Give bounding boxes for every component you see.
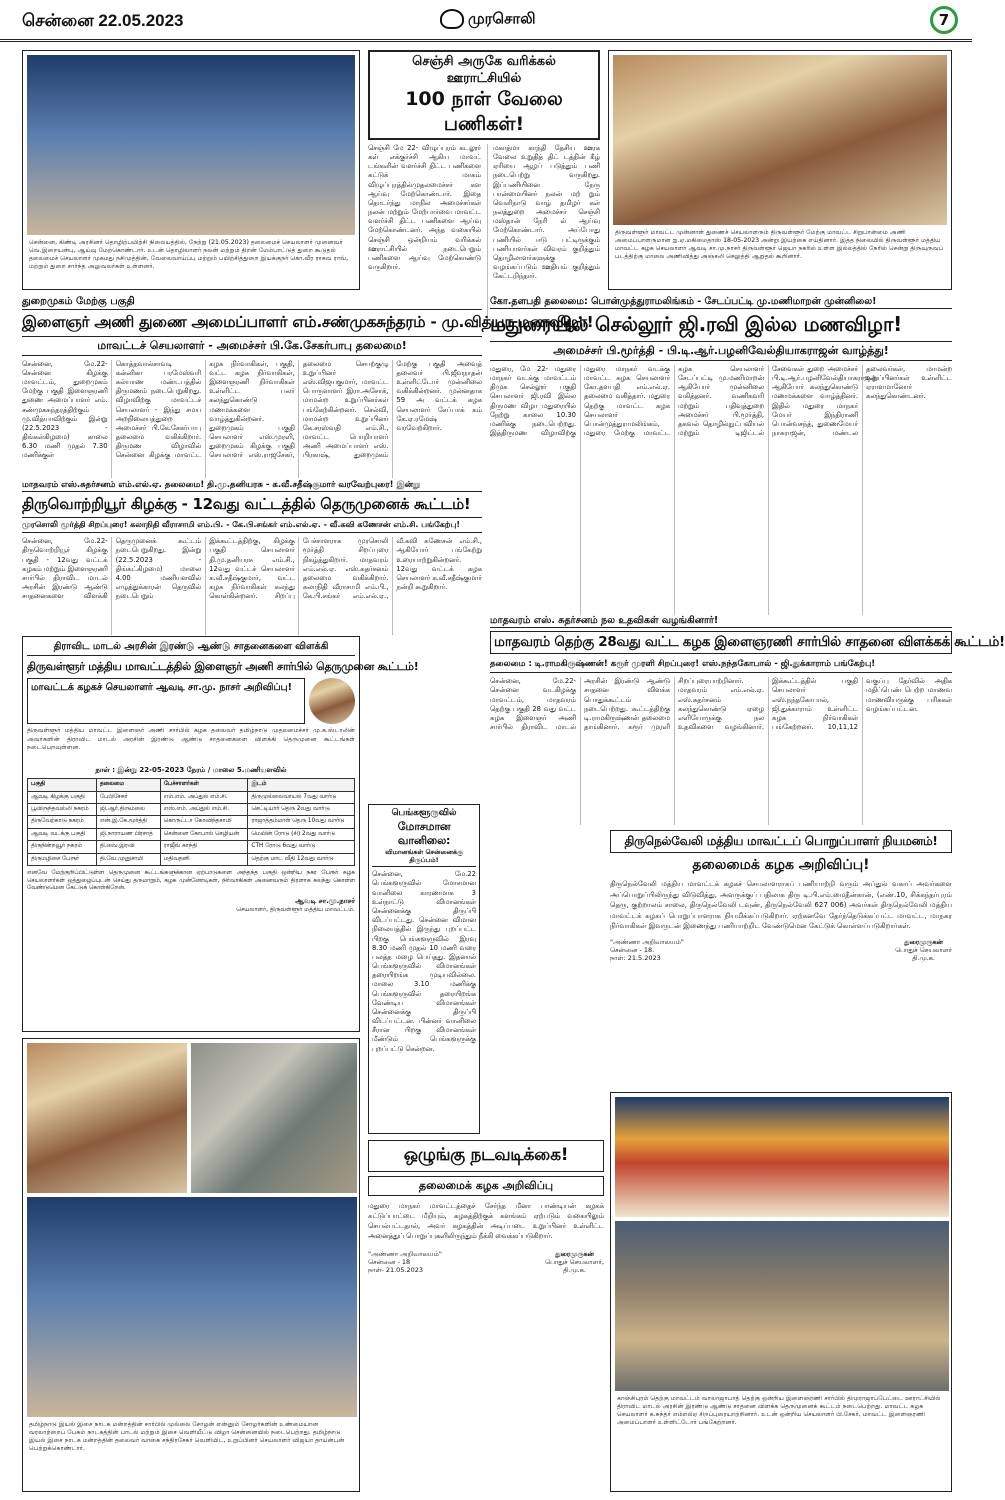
schedule-cell: ராஜாத்தம்மாள் தெரு 10வது வார்டு xyxy=(248,816,355,828)
schedule-cell: தெற்கு மாட வீதி 12வது வார்டு xyxy=(248,853,355,865)
bottom-left-photo-box xyxy=(22,1038,360,1492)
tiruvallur-body: திருவள்ளூர் மத்திய மாவட்ட இளைஞர் அணி சார்பில் கழக தலைவர் தமிழ்நாடு முதலமைச்சர் மு.க.ஸ்டாலின் அவர்களின் திராவிட மாடல் அரசின் இரண்டு ஆண்டு சாதனைகளை விளக்கி தெருமுனை கூட்டங்கள் நடைபெறவுள்ளன. xyxy=(27,727,355,751)
tirunelveli-sign-right-3: தி.மு.க. xyxy=(912,954,935,963)
tiruvallur-sub-row xyxy=(27,678,355,724)
tiruvallur-signature-role: செயலாளர், திருவள்ளூர் மத்திய மாவட்டம். xyxy=(236,905,355,913)
senji-col-2: மகாத்மா காந்தி தேசிய ஊரக வேலை உறுதித் திட் டத்தின் கீழ் ஏரியை ஆழப் படுத்தும் பணி நடைபெற்று வருகிறது. இப்பணியினை நேரு பான்மையினர் நலன் மற் றும் வெளிநாடு வாழ் தமிழர் கள் நலத்துறை அமைச்சர் செஞ்சி மஸ்தான் நேரி ல் ஆய்வு மேற்கொண்டார். அப்போது பணியில் ஈடு பட்டிருக்கும் பணியாளர்கள் விவரம் குறித்தும் தொழிலாளர்களுக்கு வழங்கப்படும் ஊதியம் குறித்தும் கேட்டறிந்தார். xyxy=(487,144,600,319)
schedule-cell: எஸ்.எம். அப்துல் எம்.சி. xyxy=(160,804,248,816)
tirunelveli-story xyxy=(610,830,952,1088)
page-number: 7 xyxy=(930,6,958,34)
schedule-row xyxy=(28,828,355,840)
tiruvallur-footer-note: எனவே மேற்குறிப்பிட்டுள்ள தெருமுனை கூட்டங்களுக்கான ஏற்பாடுகளை அந்தந்த பகுதி ஒன்றிய நகர பேரூர் கழக செயலாளர்கள் ஒத்துழைப்புடன் செய்து தருமாறும், கழக முன்னோடிகள், நிர்வாகிகள் அனைவரும் திரளாக கலந்து கொள்ள வேண்டுமென கேட்டுக் கொள்கிறேன். xyxy=(27,870,355,892)
tiruvottiyur-story xyxy=(22,480,482,630)
tirunelveli-body: திருநெல்வேலி மத்திய மாவட்டக் கழகச் செயலாளராகப் பணியாற்றி வரும் அப்துல் வகாப் அவர்களை அப்பொறுப்பிலிருந்து விடுவித்து, அவருக்குப் பதிலாக திரு டி.பி.எம்.மைதீன்கான், (எண்.10, சிக்கந்தர்புரம் தெரு, குற்றாலம் சாலை, திருநெல்வேலி டவுண், திருநெல்வேலி 627 006) அவர்கள் திருநெல்வேலி மத்திய மாவட்டக் கழகப் பொறுப்பாளராக நியமிக்கப்படுகிறார். ஏற்கனவே தேர்ந்தெடுக்கப்பட்ட மாவட்ட, மாநகர நிர்வாகிகள் இவருடன் இணைந்து பணியாற்றிட வேண்டுமென கேட்டுக் கொள்ளப்படுகிறார்கள். xyxy=(610,880,952,931)
schedule-cell: ஆவடி வடக்கு பகுதி xyxy=(28,828,97,840)
tirunelveli-sign-left-3: நாள்: 21.5.2023 xyxy=(610,954,661,963)
schedule-row xyxy=(28,841,355,853)
release-photo xyxy=(27,1197,357,1417)
schedule-cell: CTH ரோடு 6வது வார்டு xyxy=(248,841,355,853)
event-photo-2 xyxy=(191,1043,357,1193)
schedule-header-cell: பேச்சாளர்கள் xyxy=(160,779,248,791)
discipline-body: மதுரை மாநகர் மாவட்டத்தைச் சேர்ந்த மீனா பாண்டியன் கழகக் கட்டுப்பாட்டை மீறியும், கழகத்திற்குக் களங்கம் ஏற்படும் வகையிலும் செயல்பட்டதால், அவர் கழகத்தின் அடிப்படை உறுப்பினர் உள்ளிட்ட அனைத்துப் பொறுப்புகளிலிருந்தும் நீக்கி வைக்கப்படுகிறார். xyxy=(368,1201,604,1241)
bengaluru-body: சென்னை, மே.22 பெங்களூருவில் மோசமான வானிலை காரணமாக 3 உள்நாட்டு விமானங்கள் சென்னைக்கு திருப்பி விடப்பட்டது. சென்னை விமான நிலையத்தில் இருந்து புறப்பட்ட பிறகு பெங்களூருவில் இரவு 8.30 மணி முதல் 10 மணி வரை பலத்த மழை பெய்தது. இதனால் பெங்களூருவில் விமானங்கள் தரையிறங்க முடியவில்லை. மாலை 3.10 மணிக்கு பெங்களூருவில் தரையிறங்க வேண்டிய விமானங்கள் சென்னைக்கு திருப்பி விடப்பட்டன. பின்னர் வானிலை சீரான பிறகு விமானங்கள் மீண்டும் பெங்களூருக்கு புறப்பட்டு சென்றன. xyxy=(372,870,476,1053)
senji-columns xyxy=(368,144,600,319)
harbour-headline: இளைஞர் அணி துணை அமைப்பாளர் எம்.சண்முகசுந்தரம் - மு.வித்யா மணவிழா! xyxy=(22,312,594,331)
discipline-sign-left-1: "அண்ணா அறிவாலயம்" xyxy=(368,1249,442,1258)
schedule-header-cell: இடம் xyxy=(248,779,355,791)
tiruvallur-signature-block xyxy=(27,897,355,914)
tirunelveli-subhead: தலைமைக் கழக அறிவிப்பு! xyxy=(692,857,870,874)
schedule-cell: மெயின் ரோடு (சி) 2வது வார்டு xyxy=(248,828,355,840)
madurai-headline: மதுரையில் செல்லூர் ஜி.ரவி இல்ல மணவிழா! xyxy=(490,312,902,337)
discipline-sign-right-2: பொதுச் செயலாளர், xyxy=(545,1257,604,1266)
schedule-cell: திருவேற்காடு நகரம் xyxy=(28,816,97,828)
crowd-photo xyxy=(615,1221,949,1391)
event-photo-1 xyxy=(27,1043,187,1193)
workshop-photo xyxy=(27,55,355,235)
tirunelveli-sign-left-2: சென்னை - 18. xyxy=(610,946,655,955)
tiruvallur-signature: ஆவடி சா.மு.நாசர் xyxy=(295,896,355,905)
schedule-row xyxy=(28,804,355,816)
bengaluru-headline: மோசமான வானிலை: xyxy=(397,819,451,847)
tirunelveli-headline: திருநெல்வேலி மத்திய மாவட்டப் பொறுப்பாளர் நியமனம்! xyxy=(610,830,952,853)
senji-headline-1: செஞ்சி அருகே வரிக்கல் ஊராட்சியில் xyxy=(412,54,556,86)
discipline-sign-left xyxy=(368,1250,442,1275)
top-left-photo-box xyxy=(22,50,360,290)
schedule-cell: மதிவதனி xyxy=(160,853,248,865)
senji-headline-2: 100 நாள் வேலை பணிகள்! xyxy=(405,88,563,135)
discipline-sign-left-2: சென்னை - 18 xyxy=(368,1257,411,1266)
schedule-cell: தி.வை.இரவி xyxy=(96,841,160,853)
harbour-wedding-story xyxy=(22,296,594,476)
paper-name: முரசொலி xyxy=(468,9,536,28)
harbour-kicker: துறைமுகம் மேற்கு பகுதி xyxy=(22,296,482,310)
masthead xyxy=(0,0,972,42)
madhavaram-body: சென்னை, மே.22- சென்னை வடகிழக்கு மாவட்டம், மாதவரம் தெற்கு பகுதி 28 வது வட்ட கழக இளைஞர் அணி சார்பில் திராவிட மாடல் அரசின் இரண்டு ஆண்டு சாதனை விளக்க பொதுக்கூட்டம் நடைபெற்றது. கூட்டத்திற்கு டி.ராமகிருஷ்ணன் தலைமை தாங்கினார். கரூர் முரளி சிறப்புரையாற்றினார். மாதவரம் எம்.எல்.ஏ. எஸ்.சுதர்சனம் கலந்துகொண்டு ஏழை எளியோருக்கு நல உதவிகளை வழங்கினார். இக்கூட்டத்தில் பகுதி செயலாளர் எஸ்.நந்தகோபால், ஜி.துக்காராம் உள்ளிட்ட கழக நிர்வாகிகள் பங்கேற்றனர். 10,11,12 வகுப்பு தேர்வில் அதிக மதிப்பெண் பெற்ற மாணவ மாணவியருக்கு பரிசுகள் வழங்கப்பட்டன. xyxy=(490,677,952,732)
tirunelveli-signatures xyxy=(610,938,952,963)
schedule-row xyxy=(28,853,355,865)
top-right-photo-box xyxy=(608,50,952,290)
bottom-right-caption: காஞ்சிபுரம் தெற்கு மாவட்டம் வாலாஜாபாத் தெற்கு ஒன்றிய இளைஞரணி சார்பில் திமுராஜாப்பேட்டை ஊராட்சியில் திராவிட மாடல் அரசின் இரண்டு ஆண்டு சாதனை விளக்க தெருமுனைக் கூட்டம் நடைபெற்றது. மாவட்ட கழக செயலாளர் க.சுந்தர் எம்எல்ஏ சிறப்புரையாற்றினார். உடன் ஒன்றிய செயலாளர் பி.சேகர், மாவட்ட இளைஞரணி அமைப்பாளர் உள்ளிட்டோர் பங்கேற்றனர். xyxy=(617,1395,941,1427)
schedule-cell: கொருட்டா கோவிந்தசாமி xyxy=(160,816,248,828)
madhavaram-subhead: தலைமை : டி.ராமகிருஷ்ணன்! கரூர் முரளி சிறப்புரை! எஸ்.நந்தகோபால் - ஜி.துக்காராம் பங்கேற்பு! xyxy=(490,657,952,673)
discipline-sign-right-3: தி.மு.க. xyxy=(563,1266,586,1275)
edition-date: சென்னை 22.05.2023 xyxy=(22,11,184,30)
schedule-header-cell: தலைமை xyxy=(96,779,160,791)
tirunelveli-sign-right-2: பொதுச் செயலாளர் xyxy=(895,946,952,955)
madhavaram-headline: மாதவரம் தெற்கு 28வது வட்ட கழக இளைஞரணி சார்பில் சாதனை விளக்கக் கூட்டம்! xyxy=(490,631,952,654)
top-right-caption: திருவள்ளூர் மாவட்ட முன்னாள் துணைச் செயலாளரும் திருவள்ளூர் மேற்கு மாவட்ட சிறுபான்மை அணி அமைப்பாளருமான ஐ.ஏ.மகிமைதாஸ் 18-05-2023 அன்று இயற்கை எய்தினார். இத்த நிலையில் திருவள்ளூர் மத்திய மாவட்ட கழக செயலாளர் ஆவடி சா.மு.நாசர் திருவள்ளூர் ஜெயா நகரில் உள்ள இல்லத்தில் நேரில் சென்று திருவுருவப் படத்திற்கு மாலை அணிவித்து அஞ்சலி செலுத்தி ஆறுதல் கூறினார். xyxy=(615,229,944,261)
tiruvallur-date-line: நாள் : இன்று 22-05-2023 நேரம் / மாலை 5.மணியளவில் xyxy=(95,766,287,775)
tiruvottiyur-headline: திருவொற்றியூர் கிழக்கு - 12வது வட்டத்தில் தெருமுனைக் கூட்டம்! xyxy=(22,494,471,513)
bottom-left-caption: தமிழ்நாடு இயல் இசை நாடக மன்றத்தின் சார்பில் முல்லை சோழன் என்னும் சோழர்களின் உண்மையான வரலாற்றைப் பேசும் நாடகத்தின் பாடல் மற்றும் இசை வெளியீட்டு விழா சென்னையில் நடைபெற்றது. தமிழ்நாடு இயல் இசை நாடக மன்றத்தின் தலைவர் வாகை சந்திரசேகர் வெளியிட, உறுப்பினர் செயலாளர் விஜயா தாயன்பன் பெற்றுக்கொண்டார். xyxy=(29,1421,345,1453)
tirunelveli-sign-left-1: "அண்ணா அறிவாலயம்" xyxy=(610,937,684,946)
bengaluru-story xyxy=(368,804,480,1134)
tirunelveli-sign-right xyxy=(895,938,952,963)
schedule-cell: பூவிருந்தவல்லி நகரம் xyxy=(28,804,97,816)
madurai-kicker: கோ.தளபதி தலைமை: பொன்முத்துராமலிங்கம் - சேடப்பட்டி மு.மணிமாறன் முன்னிலை! xyxy=(490,296,952,309)
schedule-header-row xyxy=(28,779,355,791)
schedule-cell: செட்டியார் தெரு 2வது வார்டு xyxy=(248,804,355,816)
schedule-cell: திருமுல்லைவாயல் 7வது வார்டு xyxy=(248,791,355,803)
senji-story xyxy=(368,50,600,290)
schedule-cell: தி.வே.முனுசாமி xyxy=(96,853,160,865)
tiruvottiyur-body: சென்னை, மே.22- திருவொற்றியூர் கிழக்கு பகுதி - 12வது வட்டக் கழகம் மற்றும் இளைஞரணி சார்பில் திராவிட மாடல் அரசின் இரண்டு ஆண்டு சாதனைகளை விளக்கி தெருமுனைக் கூட்டம் நடைபெறுகிறது. இன்று (22.5.2023 - திங்கட்கிழமை) மாலை 4.00 மணியளவில் எழுத்துக்காரன் தெருவில் நடைபெறும் இக்கூட்டத்திற்கு, கிழக்கு பகுதி செயலாளர் தி.மு.தனியரசு எம்.சி., 12வது வட்டச் செயலாளர் க.வீ.சதீஷ்குமார், வட்ட கழக நிர்வாகிகள் கலந்து கொள்கின்றனர். சிறப்பு பேச்சாளராக முரசொலி மூர்த்தி சிறப்புரை நிகழ்த்துகிறார். மாதவரம் எம்.எல்.ஏ. எஸ்.சுதர்சனம் தலைமை வகிக்கிறார். கலாநிதி வீராசாமி எம்.பி., கே.பி.சங்கர் எம்.எல்.ஏ., வீ.கவி கணேசன் எம்.சி., ஆகியோர் பங்கேற்று உரையாற்றுகின்றனர். 12வது வட்டக் கழக செயலாளர் க.வீ.சதீஷ்குமார் நன்றி கூறுகிறார். xyxy=(22,537,482,601)
tiruvallur-headline: திருவள்ளூர் மத்திய மாவட்டத்தில் இளைஞர் அணி சார்பில் தெருமுனை கூட்டம்! xyxy=(27,660,419,674)
schedule-cell: எம்.எம். அப்துல் எம்.சி. xyxy=(160,791,248,803)
emblem-icon xyxy=(440,9,464,29)
madhavaram-story xyxy=(490,615,1005,825)
tiruvottiyur-subhead: முரசொலி மூர்த்தி சிறப்புரை! கலாநிதி வீராசாமி எம்.பி. - கே.பி.சங்கர் எம்.எல்.ஏ. - வீ.கவி கணேசன் எம்.சி. பங்கேற்பு! xyxy=(22,517,482,533)
schedule-cell: பேபிசேகர் xyxy=(96,791,160,803)
senji-col-1: செஞ்சி மே 22- விழுப்புரம் கடலூர் கள் எக்குர்ச்சி ஆகிய மாவட் டங்களின் வளர்ச்சி திட்ட பணிகளை கட்டுக் மாகம் விழுப்புரத்தில்முதலமைச்சர் கள ஆய்வு மேற்கொண்டார். இதை தொடர்ந்து மாநில அமைச்சர்கள் நலன் மற்றும் மேற்பார்வை மாவட்ட வளர்ச்சி திட்ட பணிகளை ஆய்வு மேற்கொண்டனர். அந்த வகையில் செஞ்சி ஒன்றியம் வரிக்கல் ஊராட்சியில் நடைபெறும் பணிகளை ஆய்வு மேற்கொண்டு வருகிறார். xyxy=(368,143,481,272)
tiruvallur-kicker: திராவிட மாடல் அரசின் இரண்டு ஆண்டு சாதனைகளை விளக்கி xyxy=(27,641,355,656)
schedule-cell: ஜி.ஆர்.திருமலை xyxy=(96,804,160,816)
senji-headline-box xyxy=(368,50,600,140)
schedule-cell: ராஜீவ் காந்தி xyxy=(160,841,248,853)
discipline-sign-left-3: நாள்- 21.05.2023 xyxy=(368,1266,424,1275)
schedule-cell: திருமழிசை பேரூர் xyxy=(28,853,97,865)
discipline-headline: ஒழுங்கு நடவடிக்கை! xyxy=(368,1140,604,1172)
schedule-cell: திருநின்றவூர் நகரம் xyxy=(28,841,97,853)
schedule-table xyxy=(27,778,355,866)
bengaluru-subhead: விமானங்கள் சென்னைக்கு திருப்பம்! xyxy=(372,848,476,868)
madurai-body: மதுரை, மே 22- மதுரை மாநகர் வடக்கு மாவட்டம் திமுக செல்லூர் பகுதி செயலாளர் ஜி.ரவி இல்ல திருமண விழா மதுரையில் நேற்று காலை 10.30 மணிக்கு நடைபெற்றது. இத்திருமண விழாவிற்கு மதுரை மாநகர் வடக்கு மாவட்ட கழக செயலாளர் கோ.தளபதி எம்.எல்.ஏ. தலைமை வகித்தார். மதுரை தெற்கு மாவட்ட கழக செயலாளர் பொன்முத்துராமலிங்கம், மதுரை மேற்கு மாவட்ட கழக செயலாளர் சேடப்பட்டி மு.மணிமாறன் ஆகியோர் முன்னிலை வகித்தனர். வணிகவரி மற்றும் பதிவுத்துறை அமைச்சர் பி.மூர்த்தி, தகவல் தொழில்நுட்பவியல் மற்றும் டிஜிட்டல் சேவைகள் துறை அமைச்சர் பி.டி.ஆர்.பழனிவேல்தியாகராஜன் ஆகியோர் கலந்துகொண்டு மணமக்களை வாழ்த்தினர். இதில் மதுரை மாநகர் மேயர் இந்திராணி பொன்வசந்த், துணைமேயர் நாகராஜன், மண்டல தலைவர்கள், மாமன்ற உறுப்பினர்கள் உள்ளிட்ட ஏராளமானோர் கலந்துகொண்டனர். xyxy=(490,364,952,438)
madurai-wedding-story xyxy=(490,296,952,611)
schedule-row xyxy=(28,791,355,803)
bengaluru-kicker: பெங்களூருவில் xyxy=(391,808,457,818)
harbour-body: சென்னை, மே.22- சென்னை கிழக்கு மாவட்டம், துறைமுகம் மேற்கு பகுதி இளைஞரணி துணை அமைப்பாளர் எம். சண்முகசுந்தரத்திற்கும் மு.வித்யாவிற்கும் இன்று (22.5.2023 - திங்கள்கிழமை) காலை 6.30 மணி முதல் 7.30 மணிக்குள் கொத்தவால்சாவடி கன்னிகா பரமேஸ்வரி கல்யாண மண்டபத்தில் திருமணம் நடைபெறுகிறது. விழாவிற்கு மாவட்டச் செயலாளர் - இந்து சமய அறநிலையத்துறை அமைச்சர் பி.கே.சேகர்பாபு தலைமை வகிக்கிறார். திருமண விழாவில் சென்னை கிழக்கு மாவட்ட கழக நிர்வாகிகள், பகுதி, வட்ட கழக நிர்வாகிகள், இளைஞரணி நிர்வாகிகள் உள்ளிட்ட பலர் கலந்துகொண்டு மணமக்களை வாழ்த்துகின்றனர். துறைமுகம் பகுதி செயலாளர் எஸ்.முரளி, துறைமுகம் கிழக்கு பகுதி செயலாளர் எஸ்.ராஜசேகர், தலைமை செயற்குழு உறுப்பினர் எஸ்.விஜயகுமார், மாவட்ட பொருளாளர் இரா.அசோக், மாமன்ற உறுப்பினர்கள் பங்கேற்கின்றனர். செல்வி, மாமன்ற உறுப்பினர் கே.சரஸ்வதி எம்.சி., மாவட்ட பொறியாளர் அணி அமைப்பாளர் எஸ். பிரகாஷ், துறைமுகம் மேற்கு பகுதி அவைத் தலைவர் பி.ஜீவநாதன் உள்ளிட்டோர் முன்னிலை வகிக்கின்றனர். முன்னதாக 59 அ வட்டக் கழக செயலாளர் சேப்பாக் கம் கே.ஏ.ரமேஷ் வரவேற்கிறார். xyxy=(22,359,482,460)
schedule-header-cell: பகுதி xyxy=(28,779,97,791)
tirunelveli-sign-right-1: துரைமுருகன் xyxy=(904,937,943,946)
tribute-photo xyxy=(613,55,947,225)
schedule-row xyxy=(28,816,355,828)
bottom-right-photo-box xyxy=(610,1092,952,1492)
discipline-subhead: தலைமைக் கழக அறிவிப்பு xyxy=(368,1176,604,1196)
tiruvottiyur-kicker: மாதவரம் எஸ்.சுதர்சனம் எம்.எல்.ஏ. தலைமை! தி.மு.தனியரசு - க.வீ.சதீஷ்குமார் வரவேற்புரை! இன்று xyxy=(22,480,482,492)
discipline-signatures xyxy=(368,1250,604,1275)
paper-logo xyxy=(440,9,536,29)
harbour-subhead: மாவட்டச் செயலாளர் - அமைச்சர் பி.கே.சேகர்பாபு தலைமை! xyxy=(22,336,482,356)
schedule-cell: ஆவடி கிழக்கு பகுதி xyxy=(28,791,97,803)
schedule-cell: சென்னை கோபால் செழியன் xyxy=(160,828,248,840)
tiruvallur-subhead: மாவட்டக் கழகச் செயலாளர் ஆவடி சா.மு. நாசர் அறிவிப்பு! xyxy=(27,678,305,724)
schedule-cell: என்.இ.கே.மூர்த்தி xyxy=(96,816,160,828)
schedule-body xyxy=(28,791,355,865)
discipline-story xyxy=(368,1140,604,1490)
stage-photo xyxy=(615,1097,949,1217)
top-left-caption: சென்னை, கிண்டி அரசினர் தொழிற்பயிற்சி நிலையத்தில், நேற்று (21.05.2023) தலைமைச் செயலாளர் முனைவர் வெ.இறையன்பு, ஆய்வு மேற்கொண்டார். உடன் தொழிலாளர் நலன் மற்றும் திறன் மேம்பாட்டுத் துறை கூடுதல் தலைமைச் செயலாளர் முகமது நசிமுத்தின், வேலைவாய்ப்பு மற்றும் பயிற்சித்துறை இயக்குநர் கொ.வீர ராகவ ராவ், மற்றும் துறை சார்ந்த அலுவலர்கள் உள்ளனர். xyxy=(29,239,349,271)
secretary-portrait xyxy=(309,678,355,724)
madurai-subhead: அமைச்சர் பி.மூர்த்தி - பி.டி.ஆர்.பழனிவேல்தியாகராஜன் வாழ்த்து! xyxy=(490,341,952,361)
tiruvallur-box xyxy=(22,636,419,1032)
madhavaram-kicker: மாதவரம் எஸ். சுதர்சனம் நல உதவிகள் வழங்கினார்! xyxy=(490,615,952,628)
discipline-sign-right-1: துரைமுருகன் xyxy=(555,1249,594,1258)
discipline-sign-right xyxy=(545,1250,604,1275)
schedule-cell: ஜி.நாராயண பிரசாத் xyxy=(96,828,160,840)
tirunelveli-sign-left xyxy=(610,938,684,963)
